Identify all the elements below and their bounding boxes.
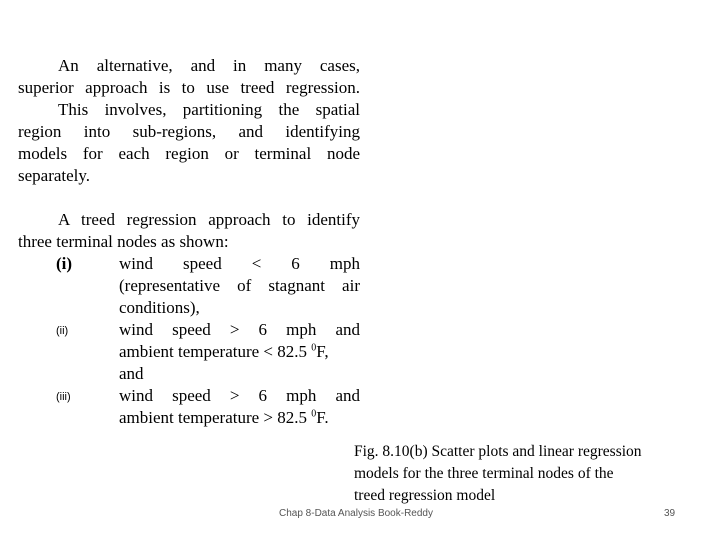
list-line: ambient temperature < 82.5 $^0$F, bbox=[119, 342, 329, 361]
terminal-node-list bbox=[18, 253, 360, 429]
paragraph-line: separately. bbox=[18, 166, 91, 185]
paragraph-line: An alternative, and in many cases, bbox=[58, 56, 360, 75]
list-line: wind speed > 6 mph and bbox=[119, 320, 360, 339]
list-marker: (iii) bbox=[56, 391, 71, 403]
list-marker: (i) bbox=[56, 254, 73, 273]
list-line: ambient temperature > 82.5 $^0$F. bbox=[119, 408, 329, 427]
page-number: 39 bbox=[664, 508, 676, 519]
list-line: conditions), bbox=[119, 298, 200, 317]
paragraph-line: three terminal nodes as shown: bbox=[18, 232, 229, 251]
figure-caption bbox=[354, 441, 704, 507]
paragraph-treed-regression bbox=[18, 209, 360, 253]
list-item bbox=[18, 253, 360, 319]
list-item bbox=[18, 385, 360, 429]
list-marker: (ii) bbox=[56, 325, 69, 337]
list-line: wind speed > 6 mph and bbox=[119, 386, 360, 405]
paragraph-line: A treed regression approach to identify bbox=[58, 210, 360, 229]
list-line: wind speed < 6 mph bbox=[119, 254, 360, 273]
degree-symbol: 0 bbox=[311, 342, 317, 354]
caption-line: treed regression model bbox=[354, 487, 496, 504]
caption-line: Fig. 8.10(b) Scatter plots and linear regression bbox=[354, 443, 642, 460]
caption-line: models for the three terminal nodes of the bbox=[354, 465, 614, 482]
list-item bbox=[18, 319, 360, 385]
paragraph-line: models for each region or terminal node bbox=[18, 144, 360, 163]
degree-symbol: 0 bbox=[311, 408, 317, 420]
paragraph-line: superior approach is to use treed regression. bbox=[18, 78, 360, 97]
paragraph-alternative-approach bbox=[18, 55, 360, 187]
paragraph-line: This involves, partitioning the spatial bbox=[58, 100, 360, 119]
footer-text: Chap 8-Data Analysis Book-Reddy bbox=[279, 508, 433, 519]
list-line: and bbox=[119, 364, 144, 383]
paragraph-line: region into sub-regions, and identifying bbox=[18, 122, 360, 141]
list-line: (representative of stagnant air bbox=[119, 276, 360, 295]
